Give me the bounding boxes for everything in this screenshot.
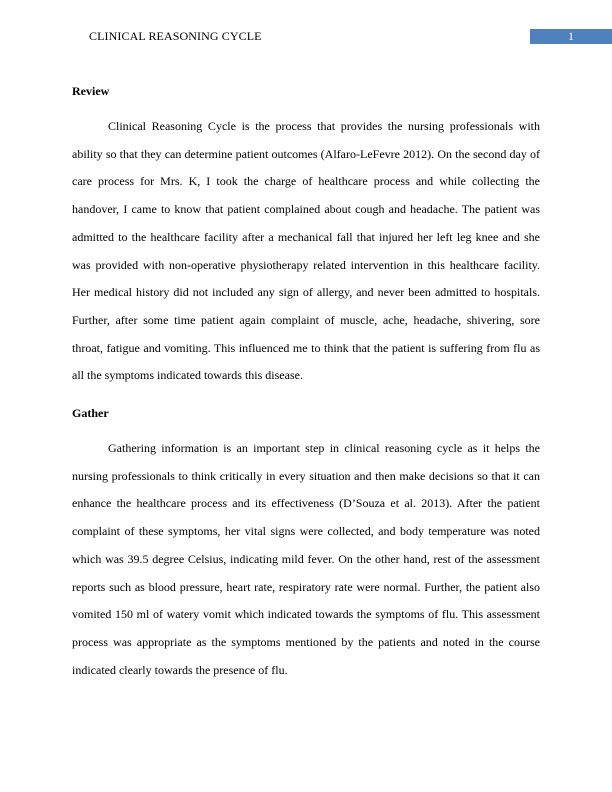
page-number: 1: [530, 29, 612, 44]
section-heading-review: Review: [72, 84, 110, 98]
section-paragraph-gather: Gathering information is an important step in clinical reasoning cycle as it helps the nursing professionals to think critically in every situation and then make decisions so that it can enhance the healthcare process and its effectiveness (D’Souza et al. 2013). After the patient complaint of these symptoms, her vital signs were collected, and body temperature was noted which was 39.5 degree Celsius, indicating mild fever. On the other hand, rest of the assessment reports such as blood pressure, heart rate, respiratory rate were normal. Further, the patient also vomited 150 ml of watery vomit which indicated towards the symptoms of flu. This assessment process was appropriate as the symptoms mentioned by the patients and noted in the course indicated clearly towards the presence of flu.: [72, 441, 540, 677]
section-heading-gather: Gather: [72, 406, 109, 421]
document-body: [72, 84, 540, 684]
running-head: CLINICAL REASONING CYCLE: [89, 29, 262, 43]
section-paragraph-review: Clinical Reasoning Cycle is the process that provides the nursing professionals with ability so that they can determine patient outcomes (Alfaro-LeFevre 2012). On the second day of care process for Mrs. K, I took the charge of healthcare process and while collecting the handover, I came to know that patient complained about cough and headache. The patient was admitted to the healthcare facility after a mechanical fall that injured her left leg knee and she was provided with non-operative physiotherapy related intervention in this healthcare facility. Her medical history did not included any sign of allergy, and never been admitted to hospitals. Further, after some time patient again complaint of muscle, ache, headache, shivering, sore throat, fatigue and vomiting. This influenced me to think that the patient is suffering from flu as all the symptoms indicated towards this disease.: [72, 119, 540, 383]
